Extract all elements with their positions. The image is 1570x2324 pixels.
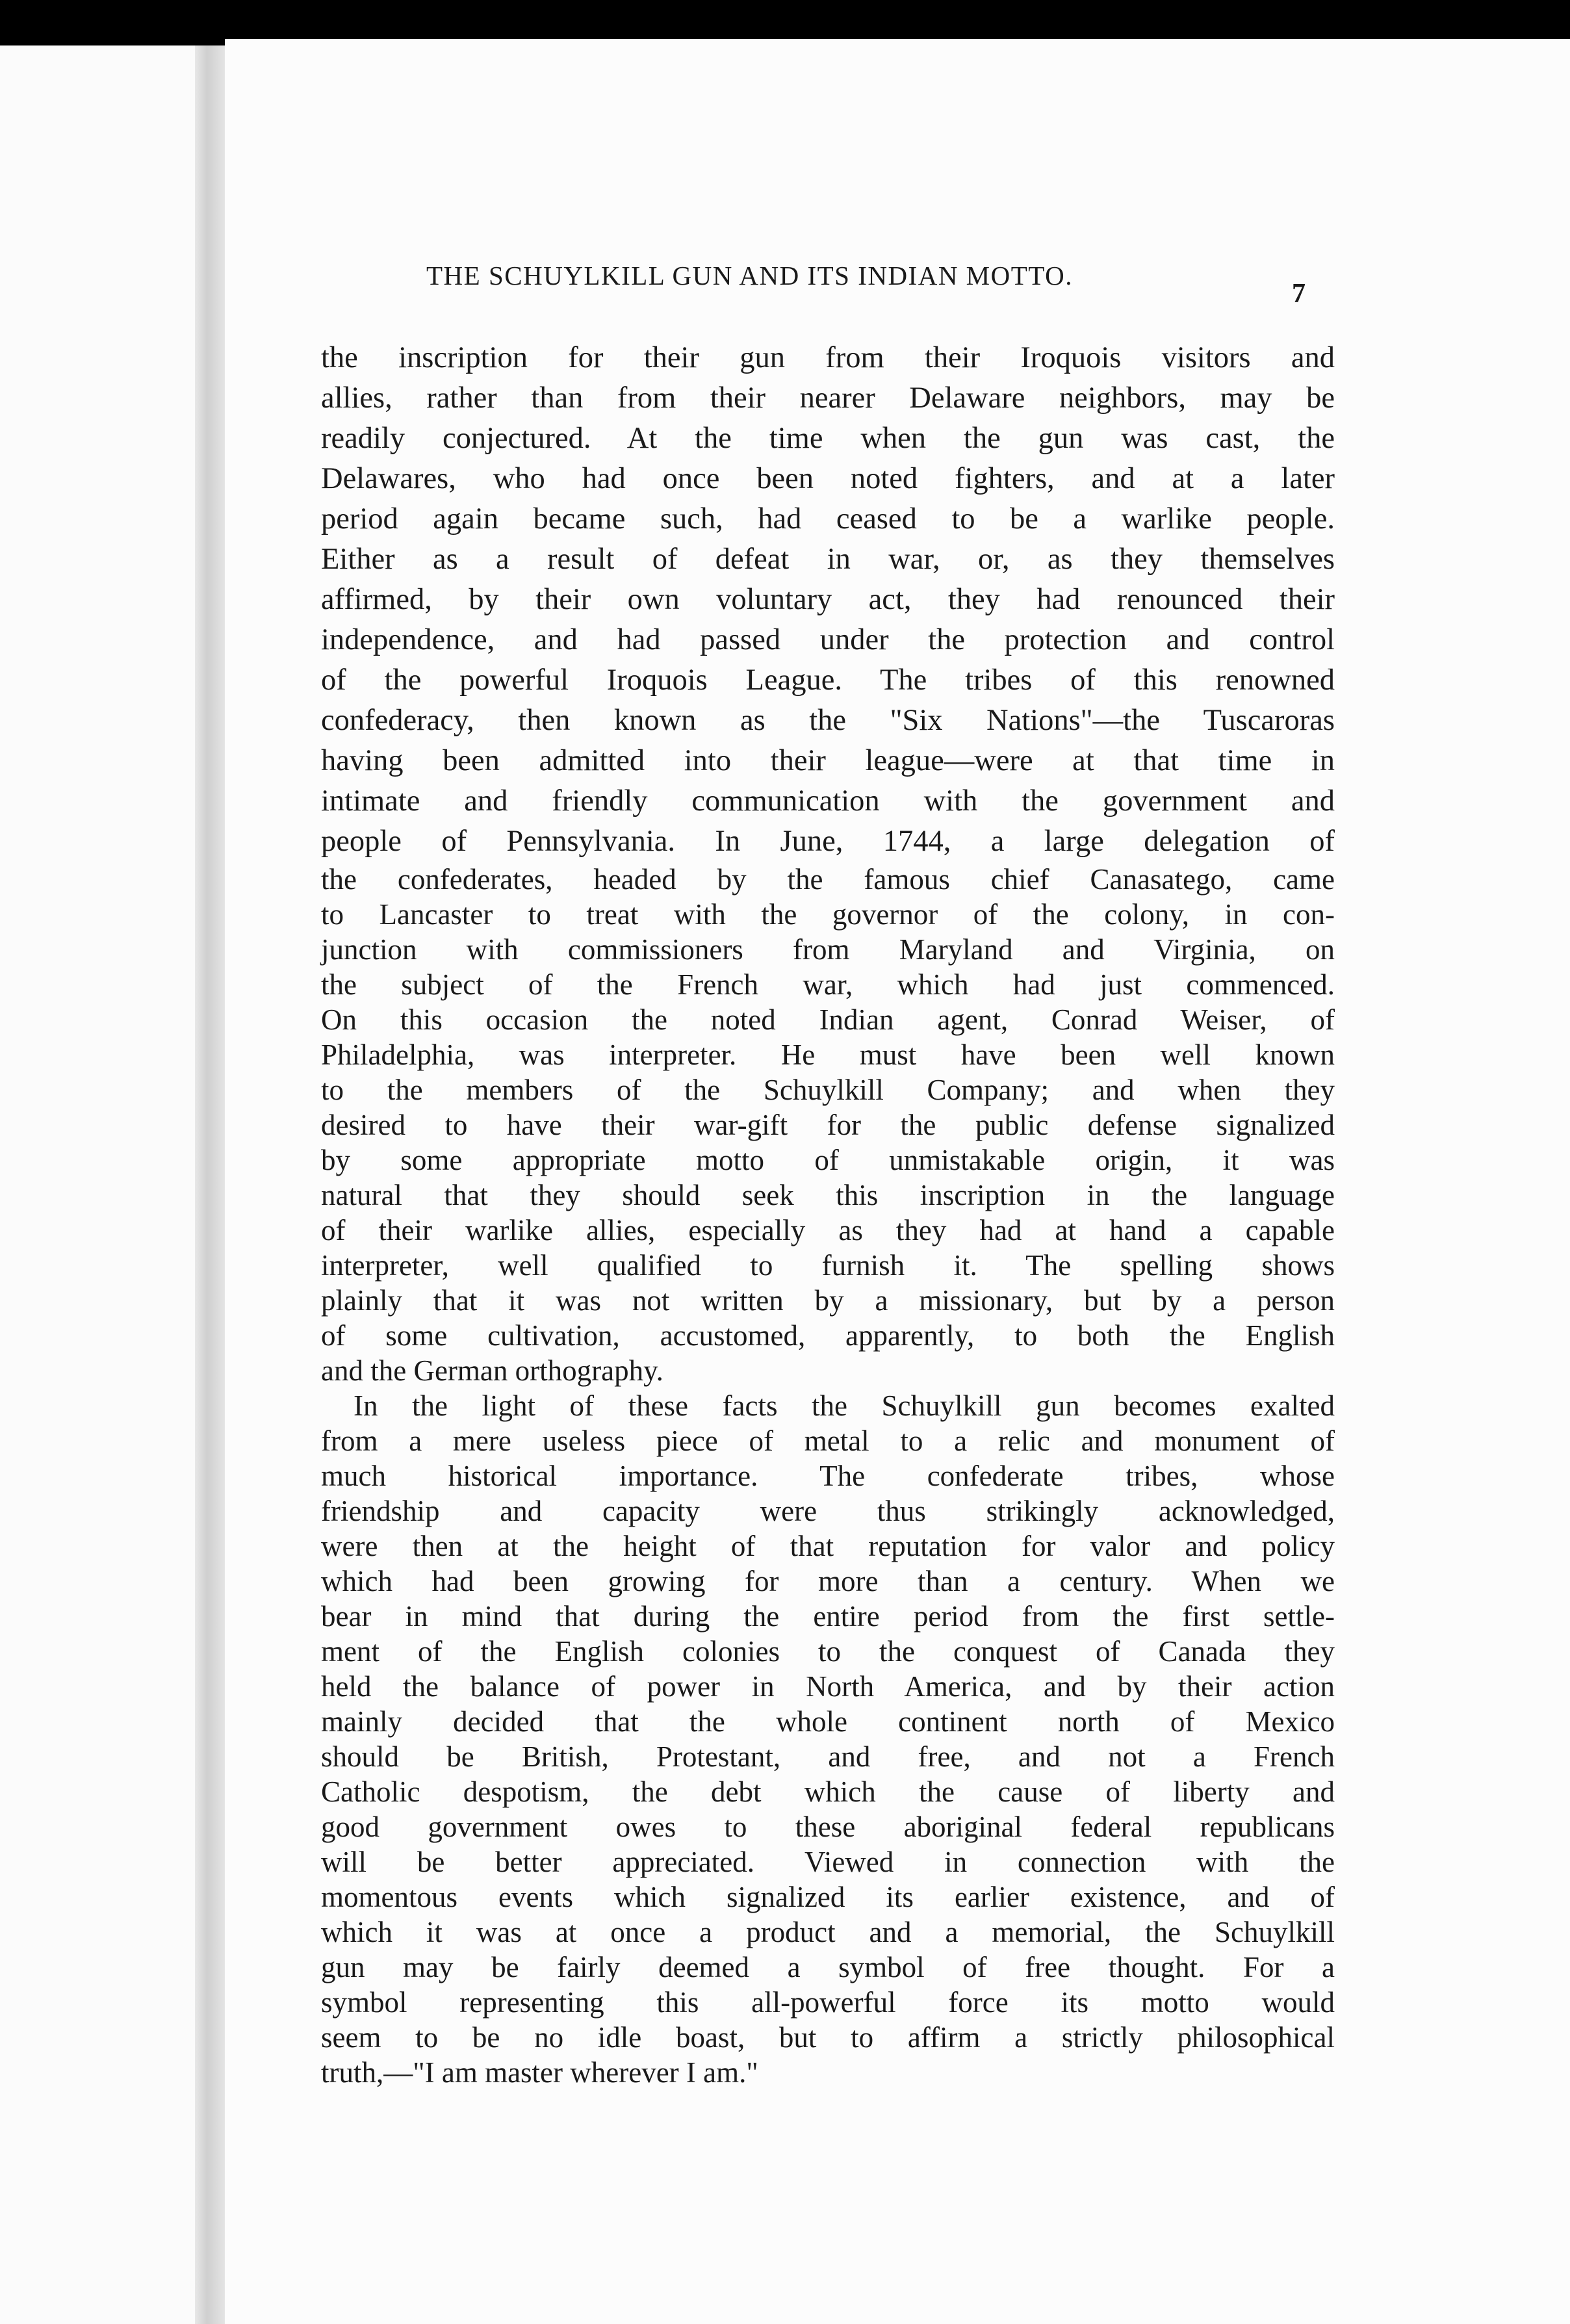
text-line: mainly decided that the whole continent north of Mexico	[321, 1705, 1335, 1738]
text-line: Catholic despotism, the debt which the cause of liberty and	[321, 1775, 1335, 1808]
text-line: allies, rather than from their nearer Delaware neighbors, may be	[321, 381, 1335, 415]
text-line: friendship and capacity were thus strikingly acknowledged,	[321, 1495, 1335, 1527]
text-line: good government owes to these aboriginal federal republicans	[321, 1811, 1335, 1843]
text-line: natural that they should seek this inscription in the language	[321, 1179, 1335, 1211]
text-line: which had been growing for more than a century. When we	[321, 1565, 1335, 1597]
text-line: people of Pennsylvania. In June, 1744, a large delegation of	[321, 825, 1335, 858]
text-line: Delawares, who had once been noted fighters, and at a later	[321, 462, 1335, 495]
text-line: the inscription for their gun from their Iroquois visitors and	[321, 341, 1335, 374]
paragraph	[321, 338, 1335, 1388]
text-line: Philadelphia, was interpreter. He must have been well known	[321, 1039, 1335, 1071]
text-line: In the light of these facts the Schuylkill gun becomes exalted	[354, 1389, 1335, 1422]
page-number: 7	[1292, 279, 1306, 309]
text-line: junction with commissioners from Maryland and Virginia, on	[321, 933, 1335, 966]
book-gutter	[195, 45, 225, 2324]
text-line: held the balance of power in North America, and by their action	[321, 1670, 1335, 1703]
text-line: should be British, Protestant, and free, and not a French	[321, 1740, 1335, 1773]
text-line: desired to have their war-gift for the public defense signalized	[321, 1109, 1335, 1141]
text-line: bear in mind that during the entire period from the first settle-	[321, 1600, 1335, 1633]
text-line: gun may be fairly deemed a symbol of free thought. For a	[321, 1951, 1335, 1983]
text-line: affirmed, by their own voluntary act, they had renounced their	[321, 583, 1335, 616]
text-line: and the German orthography.	[321, 1354, 663, 1387]
text-line: of some cultivation, accustomed, apparently, to both the English	[321, 1319, 1335, 1352]
text-line: plainly that it was not written by a missionary, but by a person	[321, 1284, 1335, 1317]
text-line: intimate and friendly communication with the government and	[321, 784, 1335, 818]
text-line: readily conjectured. At the time when the gun was cast, the	[321, 422, 1335, 455]
facing-page-fragment	[0, 45, 196, 2324]
text-line: of the powerful Iroquois League. The tribes of this renowned	[321, 664, 1335, 697]
text-line: from a mere useless piece of metal to a relic and monument of	[321, 1425, 1335, 1457]
text-line: seem to be no idle boast, but to affirm a strictly philosophical	[321, 2021, 1335, 2054]
text-line: which it was at once a product and a memorial, the Schuylkill	[321, 1916, 1335, 1948]
text-line: truth,—"I am master wherever I am."	[321, 2056, 758, 2089]
text-line: ment of the English colonies to the conquest of Canada they	[321, 1635, 1335, 1668]
text-line: the confederates, headed by the famous chief Canasatego, came	[321, 863, 1335, 896]
paragraph	[321, 1388, 1335, 2090]
text-line: independence, and had passed under the protection and control	[321, 623, 1335, 656]
text-line: having been admitted into their league—were at that time in	[321, 744, 1335, 777]
text-line: to Lancaster to treat with the governor of the colony, in con-	[321, 898, 1335, 931]
text-line: much historical importance. The confederate tribes, whose	[321, 1460, 1335, 1492]
text-line: of their warlike allies, especially as they had at hand a capable	[321, 1214, 1335, 1246]
text-line: period again became such, had ceased to be a warlike people.	[321, 502, 1335, 536]
body-text	[321, 338, 1335, 2090]
text-line: On this occasion the noted Indian agent, Conrad Weiser, of	[321, 1003, 1335, 1036]
text-line: momentous events which signalized its earlier existence, and of	[321, 1881, 1335, 1913]
text-line: the subject of the French war, which had just commenced.	[321, 968, 1335, 1001]
text-line: by some appropriate motto of unmistakable origin, it was	[321, 1144, 1335, 1176]
book-page	[225, 39, 1570, 2324]
text-line: Either as a result of defeat in war, or, as they themselves	[321, 543, 1335, 576]
text-line: confederacy, then known as the "Six Nations"—the Tuscaroras	[321, 704, 1335, 737]
text-line: to the members of the Schuylkill Company; and when they	[321, 1074, 1335, 1106]
text-line: were then at the height of that reputation for valor and policy	[321, 1530, 1335, 1562]
text-line: interpreter, well qualified to furnish it. The spelling shows	[321, 1249, 1335, 1282]
text-line: symbol representing this all-powerful force its motto would	[321, 1986, 1335, 2019]
running-head: THE SCHUYLKILL GUN AND ITS INDIAN MOTTO.	[426, 261, 1073, 290]
text-line: will be better appreciated. Viewed in connection with the	[321, 1846, 1335, 1878]
